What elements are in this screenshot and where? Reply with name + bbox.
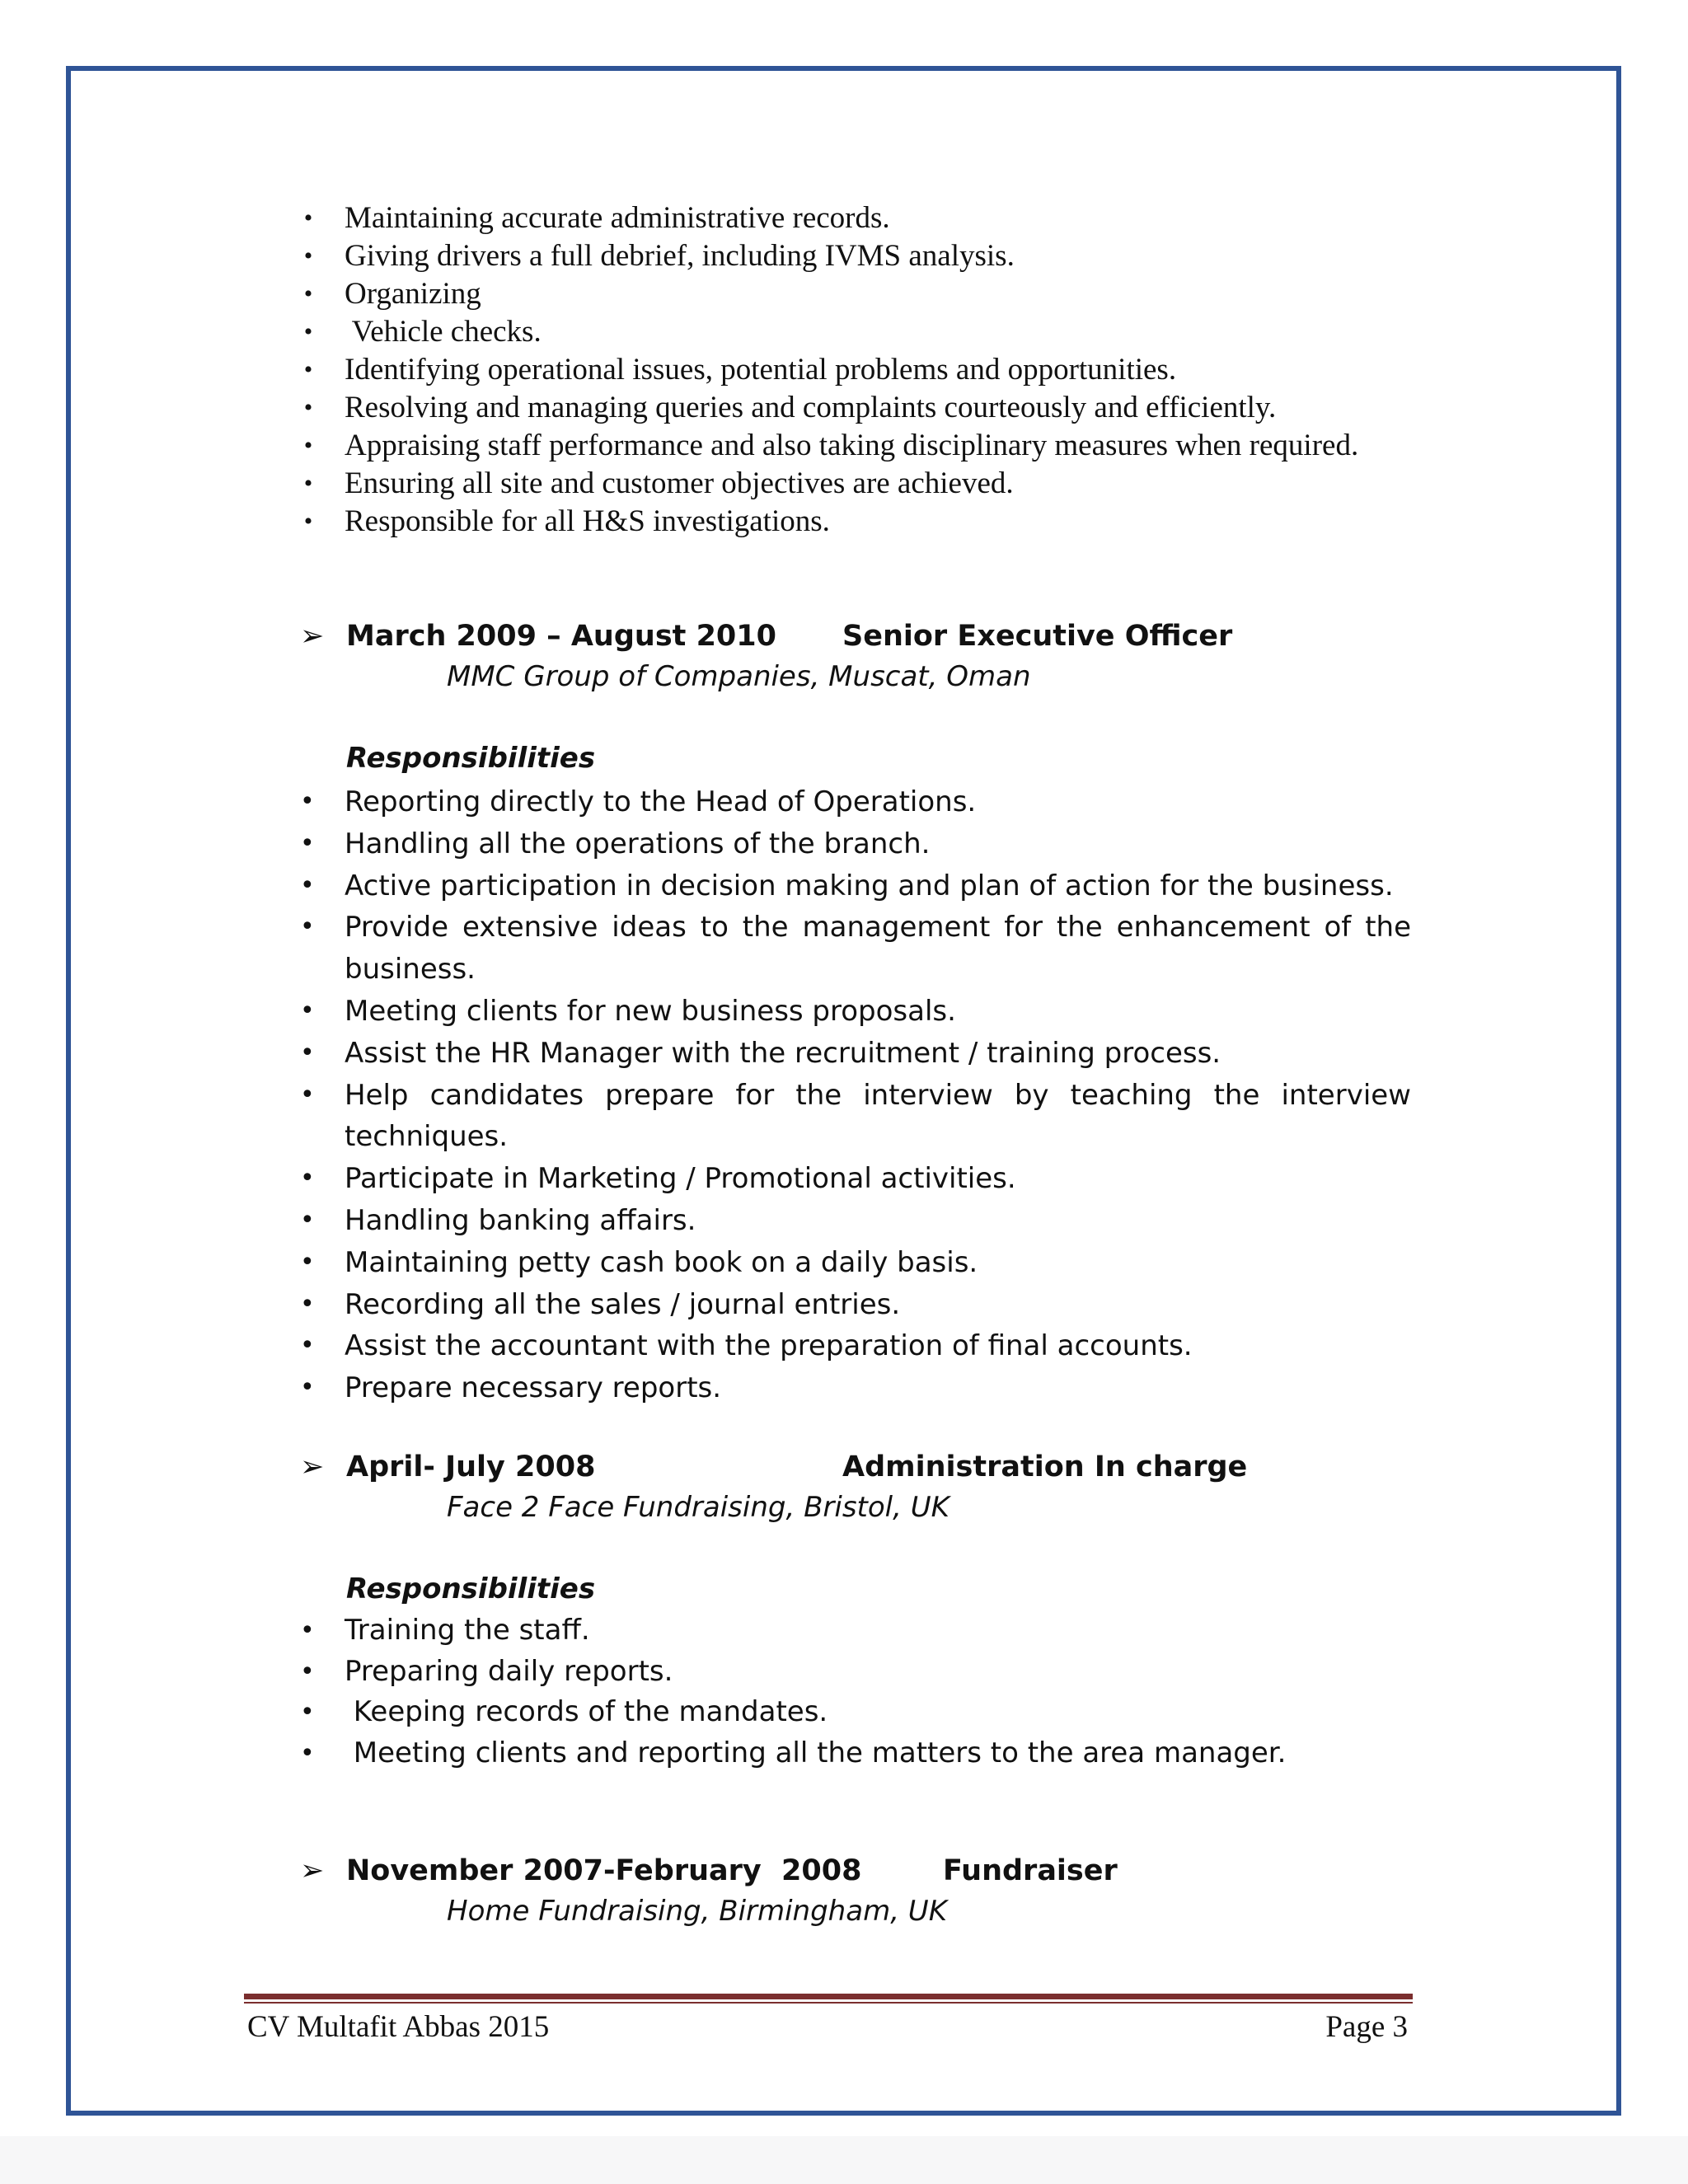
list-item: • Participate in Marketing / Promotional activities. bbox=[300, 1158, 1411, 1200]
list-item: • Ensuring all site and customer objectives are achieved. bbox=[300, 465, 1421, 503]
list-item: • Giving drivers a full debrief, including IVMS analysis. bbox=[300, 237, 1421, 275]
bullet-icon: • bbox=[300, 1205, 315, 1235]
list-item: • Recording all the sales / journal entries. bbox=[300, 1284, 1411, 1326]
bullet-icon: • bbox=[300, 1247, 315, 1277]
list-item: • Resolving and managing queries and complaints courteously and efficiently. bbox=[300, 389, 1421, 427]
list-item: • Maintaining accurate administrative records. bbox=[300, 199, 1421, 237]
bullet-icon: • bbox=[300, 1038, 315, 1067]
list-item: • Active participation in decision making and plan of action for the business. bbox=[300, 865, 1411, 907]
job-title: Senior Executive Officer bbox=[842, 620, 1233, 653]
bullet-icon: • bbox=[300, 1331, 315, 1361]
job-dates: April- July 2008 bbox=[346, 1451, 596, 1483]
list-item: • Vehicle checks. bbox=[300, 313, 1421, 351]
list-item: • Keeping records of the mandates. bbox=[300, 1692, 1411, 1733]
list-item: • Handling all the operations of the branch. bbox=[300, 823, 1411, 865]
list-item: • Assist the HR Manager with the recruitment / training process. bbox=[300, 1033, 1411, 1075]
list-item: • Responsible for all H&S investigations. bbox=[300, 503, 1421, 541]
bullet-icon: • bbox=[300, 996, 315, 1025]
list-item: • Reporting directly to the Head of Operations. bbox=[300, 781, 1411, 823]
bullet-icon: • bbox=[303, 318, 313, 345]
list-item: • Handling banking affairs. bbox=[300, 1200, 1411, 1242]
list-item: • Identifying operational issues, potential problems and opportunities. bbox=[300, 351, 1421, 389]
job-title: Administration In charge bbox=[842, 1451, 1248, 1483]
list-item: • Meeting clients for new business proposals. bbox=[300, 991, 1411, 1033]
bullet-icon: • bbox=[303, 470, 313, 497]
list-item: • Training the staff. bbox=[300, 1610, 1411, 1652]
list-item: • Maintaining petty cash book on a daily basis. bbox=[300, 1242, 1411, 1284]
arrow-bullet-icon: ➢ bbox=[300, 1451, 325, 1483]
bullet-icon: • bbox=[303, 356, 313, 383]
footer-rule bbox=[244, 1994, 1413, 1999]
bullet-icon: • bbox=[300, 787, 315, 816]
bullet-icon: • bbox=[300, 828, 315, 858]
arrow-bullet-icon: ➢ bbox=[300, 620, 325, 653]
job-dates: March 2009 – August 2010 bbox=[346, 620, 776, 653]
list-item: • Help candidates prepare for the interview by teaching the interview techniques. bbox=[300, 1075, 1411, 1159]
bullet-icon: • bbox=[300, 1164, 315, 1193]
responsibilities-heading: Responsibilities bbox=[346, 1572, 596, 1605]
bullet-icon: • bbox=[300, 870, 315, 900]
job-title: Fundraiser bbox=[943, 1854, 1118, 1887]
duties-list bbox=[300, 199, 1421, 541]
list-item: • Meeting clients and reporting all the matters to the area manager. bbox=[300, 1733, 1411, 1774]
bullet-icon: • bbox=[303, 204, 313, 232]
responsibilities-heading: Responsibilities bbox=[346, 742, 596, 775]
bullet-icon: • bbox=[300, 1738, 315, 1768]
arrow-bullet-icon: ➢ bbox=[300, 1854, 325, 1887]
bullet-icon: • bbox=[300, 912, 315, 942]
list-item: • Appraising staff performance and also taking disciplinary measures when required. bbox=[300, 427, 1421, 465]
footer-document-name: CV Multafit Abbas 2015 bbox=[247, 2010, 550, 2044]
footer-page-number: Page 3 bbox=[1325, 2010, 1408, 2044]
bullet-icon: • bbox=[303, 242, 313, 269]
bullet-icon: • bbox=[300, 1657, 315, 1686]
list-item: • Provide extensive ideas to the management for the enhancement of the business. bbox=[300, 907, 1411, 991]
bullet-icon: • bbox=[300, 1289, 315, 1319]
job-company: Home Fundraising, Birmingham, UK bbox=[447, 1895, 947, 1928]
list-item: • Preparing daily reports. bbox=[300, 1652, 1411, 1693]
bullet-icon: • bbox=[303, 280, 313, 307]
bullet-icon: • bbox=[300, 1616, 315, 1645]
bullet-icon: • bbox=[303, 432, 313, 459]
job-company: MMC Group of Companies, Muscat, Oman bbox=[447, 660, 1031, 693]
footer-rule-thin bbox=[244, 2002, 1413, 2004]
bullet-icon: • bbox=[300, 1698, 315, 1727]
bullet-icon: • bbox=[300, 1080, 315, 1109]
job-company: Face 2 Face Fundraising, Bristol, UK bbox=[447, 1491, 950, 1524]
list-item: • Prepare necessary reports. bbox=[300, 1367, 1411, 1409]
responsibilities-list bbox=[300, 1610, 1411, 1774]
list-item: • Assist the accountant with the preparation of final accounts. bbox=[300, 1325, 1411, 1367]
job-dates: November 2007-February 2008 bbox=[346, 1854, 862, 1887]
bullet-icon: • bbox=[303, 508, 313, 535]
list-item: • Organizing bbox=[300, 275, 1421, 313]
bullet-icon: • bbox=[300, 1373, 315, 1403]
bullet-icon: • bbox=[303, 394, 313, 421]
responsibilities-list bbox=[300, 781, 1411, 1409]
